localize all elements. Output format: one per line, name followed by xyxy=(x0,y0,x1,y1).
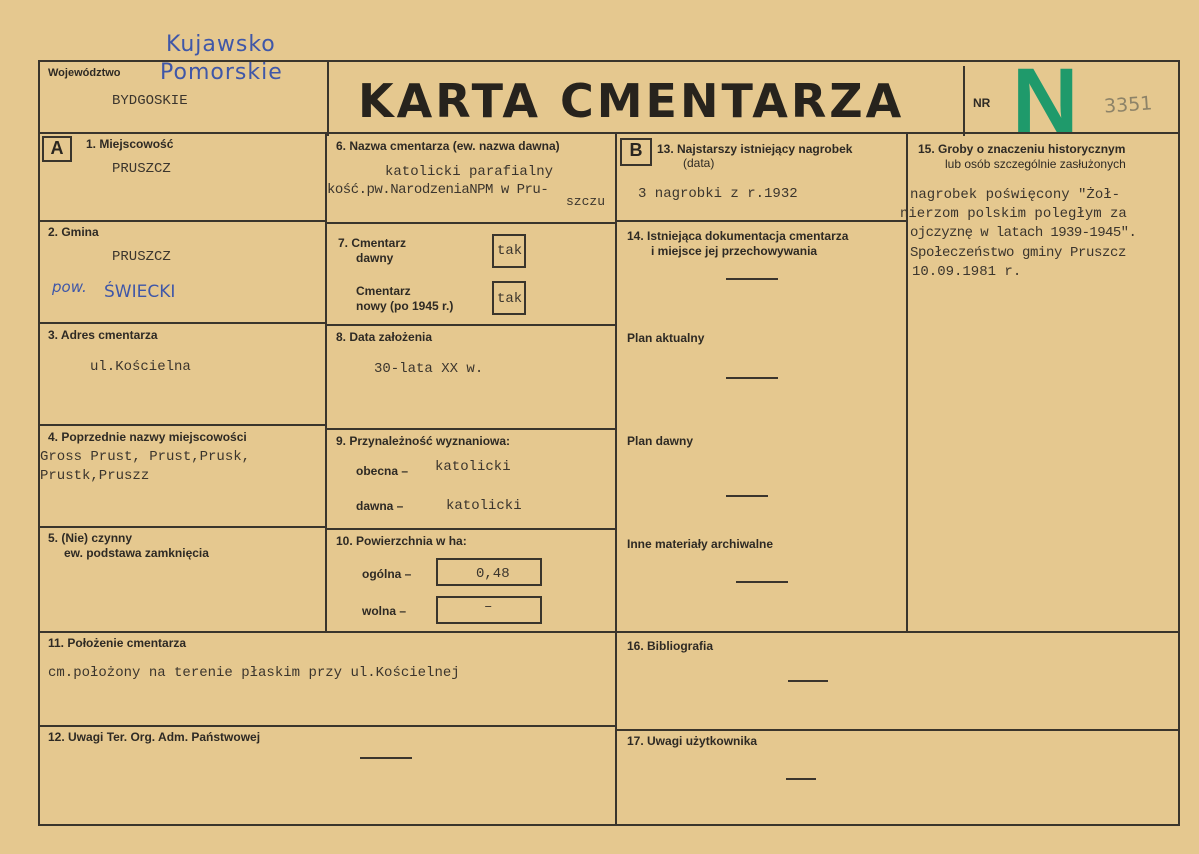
field-16-label: 16. Bibliografia xyxy=(627,639,714,653)
field-10-free-label: wolna – xyxy=(362,604,407,618)
field-13-label-line2: (data) xyxy=(683,156,715,170)
field-4-line2: Prustk,Pruszz xyxy=(40,468,150,484)
field-15-line3: ojczyznę w latach 1939-1945". xyxy=(910,225,1137,241)
other-materials-dash xyxy=(736,581,788,583)
field-7-label-line2: dawny xyxy=(356,251,394,265)
field-3-label: 3. Adres cmentarza xyxy=(48,328,158,342)
field-15-line2: nierzom polskim poległym za xyxy=(900,206,1127,222)
section-b-marker: B xyxy=(620,138,652,166)
field-10-total-value: 0,48 xyxy=(476,566,510,582)
field-9-former-label: dawna – xyxy=(356,499,404,513)
field-13-label-line1: 13. Najstarszy istniejący nagrobek xyxy=(657,142,853,156)
field-12-label: 12. Uwagi Ter. Org. Adm. Państwowej xyxy=(48,730,261,744)
field-7-label-line1: 7. Cmentarz xyxy=(338,236,407,250)
field-14-label-line1: 14. Istniejąca dokumentacja cmentarza xyxy=(627,229,849,243)
nr-label: NR xyxy=(973,96,991,110)
field-2-label: 2. Gmina xyxy=(48,225,99,239)
field-8-label: 8. Data założenia xyxy=(336,330,433,344)
field-14-label-line2: i miejsce jej przechowywania xyxy=(651,244,818,258)
field-17-label: 17. Uwagi użytkownika xyxy=(627,734,758,748)
field-15-line4: Społeczeństwo gminy Pruszcz xyxy=(910,245,1127,261)
field-14-empty-dash xyxy=(726,278,778,280)
field-15-line5: 10.09.1981 r. xyxy=(912,264,1022,280)
field-11-label: 11. Położenie cmentarza xyxy=(48,636,187,650)
field-8-value: 30-lata XX w. xyxy=(374,361,484,377)
field-6-line1: katolicki parafialny xyxy=(385,164,554,180)
field-17-empty-dash xyxy=(786,778,816,780)
field-16-empty-dash xyxy=(788,680,828,682)
field-6-line2: kość.pw.NarodzeniaNPM w Pru- xyxy=(327,182,549,198)
nr-number: 3351 xyxy=(1103,92,1154,118)
field-7-new-label-line2: nowy (po 1945 r.) xyxy=(356,299,454,313)
field-9-label: 9. Przynależność wyznaniowa: xyxy=(336,434,511,448)
field-7-new-value: tak xyxy=(497,291,523,307)
field-9-current-value: katolicki xyxy=(435,459,511,475)
field-15-label-line1: 15. Groby o znaczeniu historycznym xyxy=(918,142,1126,156)
field-3-value: ul.Kościelna xyxy=(90,359,191,375)
plan-former-dash xyxy=(726,495,768,497)
field-1-label: 1. Miejscowość xyxy=(86,137,174,151)
field-15-label-line2: lub osób szczególnie zasłużonych xyxy=(945,157,1126,171)
field-7-old-value: tak xyxy=(497,243,523,259)
page-title: KARTA CMENTARZA xyxy=(358,74,905,128)
plan-former-label: Plan dawny xyxy=(627,434,694,448)
voivodeship-label: Województwo xyxy=(48,67,121,79)
field-2-hand-prefix: pow. xyxy=(52,278,87,296)
voivodeship-stamp-line2: Pomorskie xyxy=(160,60,283,85)
field-9-current-label: obecna – xyxy=(356,464,409,478)
field-6-label: 6. Nazwa cmentarza (ew. nazwa dawna) xyxy=(336,139,560,153)
field-2-value: PRUSZCZ xyxy=(112,249,171,265)
field-6-line3: szczu xyxy=(566,194,606,209)
field-9-former-value: katolicki xyxy=(446,498,522,514)
field-5-label-line1: 5. (Nie) czynny xyxy=(48,531,133,545)
plan-current-label: Plan aktualny xyxy=(627,331,705,345)
field-2-hand-value: ŚWIECKI xyxy=(104,282,176,302)
field-1-value: PRUSZCZ xyxy=(112,161,171,177)
field-10-label: 10. Powierzchnia w ha: xyxy=(336,534,467,548)
field-11-value: cm.położony na terenie płaskim przy ul.Kościelnej xyxy=(48,665,460,681)
field-13-value: 3 nagrobki z r.1932 xyxy=(638,186,798,202)
field-4-label: 4. Poprzednie nazwy miejscowości xyxy=(48,430,247,444)
section-a-marker: A xyxy=(42,136,72,162)
voivodeship-value: BYDGOSKIE xyxy=(112,93,188,109)
field-10-total-label: ogólna – xyxy=(362,567,412,581)
field-7-new-label-line1: Cmentarz xyxy=(356,284,411,298)
nr-letter: N xyxy=(1012,50,1079,152)
field-5-label-line2: ew. podstawa zamknięcia xyxy=(64,546,209,560)
field-12-empty-dash xyxy=(360,757,412,759)
plan-current-dash xyxy=(726,377,778,379)
field-10-free-value: – xyxy=(484,599,493,615)
voivodeship-stamp-line1: Kujawsko xyxy=(166,32,276,57)
other-materials-label: Inne materiały archiwalne xyxy=(627,537,774,551)
field-15-line1: nagrobek poświęcony "Żoł- xyxy=(910,187,1121,203)
field-4-line1: Gross Prust, Prust,Prusk, xyxy=(40,449,251,465)
